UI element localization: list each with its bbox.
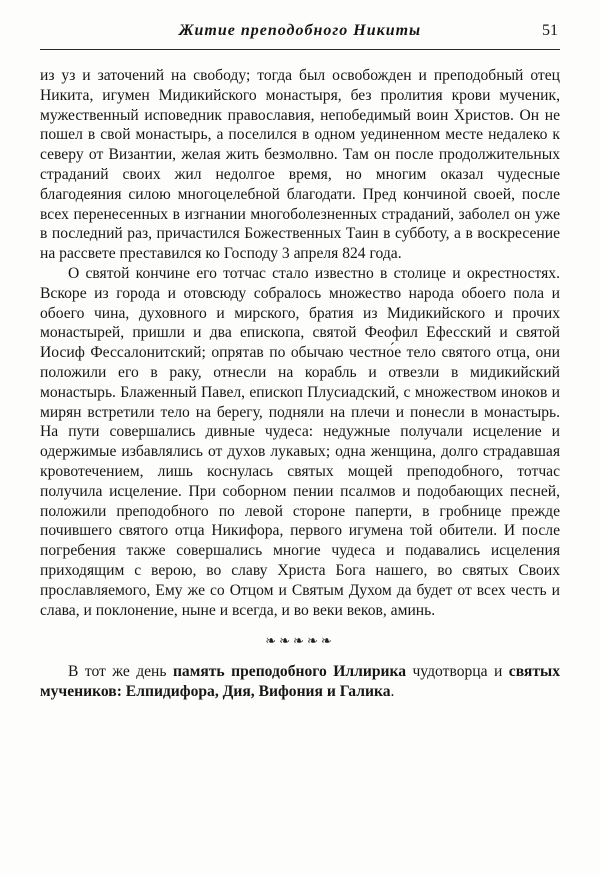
paragraph-burial-account: О святой кончине его тотчас стало известно в столице и окрестностях. Вскоре из города и отовсюду собралось множество народа обоего пола и обоего чина, духовного и мирского, братия из Мидикийского и прочих монастырей, пришли и два епископа, святой Феофил Ефесский и святой Иосиф Фессалонитский; опрятав по обычаю честно́е тело святого отца, они положили его в раку, отнесли на корабль и отвезли в мидикийский монастырь. Блаженный Павел, епископ Плусиадский, с множеством иноков и мирян встретили тело на берегу, подняли на плечи и понесли в монастырь. На пути совершались дивные чудеса: недужные получали исцеление и одержимые избавлялись от духов лукавых; одна женщина, долго страдавшая кровотечением, лишь коснулась святых мощей преподобного, тотчас получила исцеление. При соборном пении псалмов и подобающих песней, положили преподобного по левой стороне паперти, в гробнице прежде почившего святого отца Никифора, первого игумена той обители. И после погребения также совершались многие чудеса и подавались исцеления приходящим с верою, во славу Христа Бога нашего, во святых Своих прославляемого, Ему же со Отцом и Святым Духом да будет от всех честь и слава, и поклонение, ныне и всегда, и во веки веков, аминь. (40, 264, 560, 619)
commemoration-martyrs-names: святых мучеников: Елпидифора, Дия, Вифония и Галика (40, 662, 560, 700)
page-body (40, 66, 560, 701)
section-divider-ornament: ❧❧❧❧❧ (265, 633, 335, 649)
commemoration-saint-name: память преподобного Иллирика (172, 662, 407, 680)
page-header (40, 22, 560, 44)
commemoration-text-2: чудотворца и (406, 662, 509, 680)
running-title: Житие преподобного Никиты (178, 22, 422, 39)
page-number: 51 (542, 22, 558, 39)
paragraph-commemoration (40, 662, 560, 702)
header-rule (40, 49, 560, 50)
paragraph-continuation: из уз и заточений на свободу; тогда был освобожден и преподобный отец Никита, игумен Мидикийского монастыря, без пролития крови мученик, мужественный исповедник православия, непобедимый воин Христов. Он не пошел в свой монастырь, а поселился в одном уединенном месте недалеко к северу от Византии, желая жить безмолвно. Там он после продолжительных страданий своих жил недолгое время, но многим оказал чудесные благодеяния силою многоцелебной благодати. Пред кончиной своей, после всех перенесенных в изгнании многоболезненных страданий, заболел он уже в последний раз, причастился Божественных Таин в субботу, а в воскресение на рассвете преставился ко Господу 3 апреля 824 года. (40, 67, 560, 263)
commemoration-text-1: В тот же день (68, 662, 173, 680)
commemoration-period: . (390, 682, 395, 700)
